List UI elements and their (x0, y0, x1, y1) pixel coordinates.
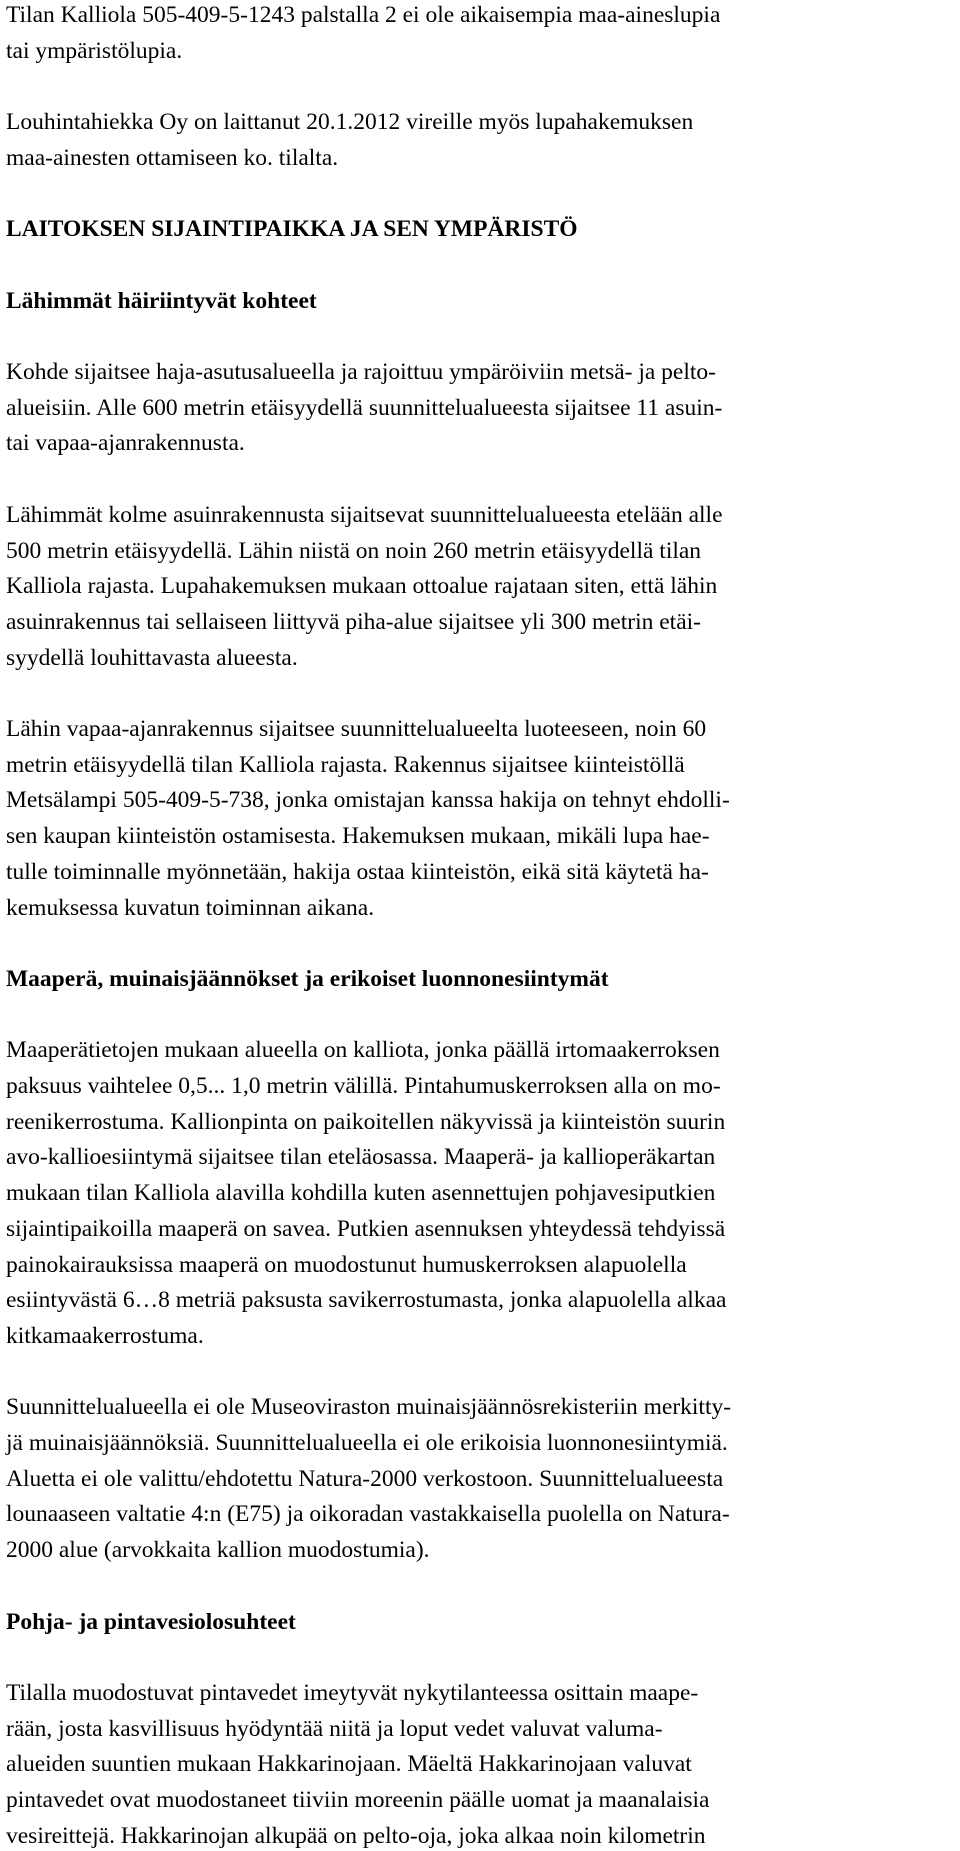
text-line: rään, josta kasvillisuus hyödyntää niitä ja loput vedet valuvat valuma- (6, 1715, 663, 1742)
text-line: sijaintipaikoilla maaperä on savea. Putkien asennuksen yhteydessä tehdyissä (6, 1215, 726, 1242)
text-line: metrin etäisyydellä tilan Kalliola rajasta. Rakennus sijaitsee kiinteistöllä (6, 751, 685, 778)
text-line: maa-ainesten ottamiseen ko. tilalta. (6, 144, 339, 171)
text-line: 500 metrin etäisyydellä. Lähin niistä on noin 260 metrin etäisyydellä tilan (6, 537, 702, 564)
text-line: vesireittejä. Hakkarinojan alkupää on pelto-oja, joka alkaa noin kilometrin (6, 1822, 706, 1849)
text-line: avo-kallioesiintymä sijaitsee tilan eteläosassa. Maaperä- ja kallioperäkartan (6, 1144, 716, 1171)
text-line: tai vapaa-ajanrakennusta. (6, 430, 245, 457)
text-line: 2000 alue (arvokkaita kallion muodostumia). (6, 1537, 430, 1564)
text-line: asuinrakennus tai sellaiseen liittyvä piha-alue sijaitsee yli 300 metrin etäi- (6, 608, 701, 635)
subsection-heading: Pohja- ja pintavesiolosuhteet (6, 1608, 296, 1635)
text-line: Metsälampi 505-409-5-738, jonka omistajan kanssa hakija on tehnyt ehdolli- (6, 787, 730, 814)
text-line: Maaperätietojen mukaan alueella on kalliota, jonka päällä irtomaakerroksen (6, 1037, 720, 1064)
text-line: Lähin vapaa-ajanrakennus sijaitsee suunnittelualueelta luoteeseen, noin 60 (6, 716, 707, 742)
text-line: tai ympäristölupia. (6, 37, 183, 64)
text-line: Tilalla muodostuvat pintavedet imeytyvät nykytilanteessa osittain maape- (6, 1679, 699, 1706)
text-line: tulle toiminnalle myönnetään, hakija ostaa kiinteistön, eikä sitä käytetä ha- (6, 858, 709, 885)
text-line: Tilan Kalliola 505-409-5-1243 palstalla 2 ei ole aikaisempia maa-aineslupia (6, 2, 721, 28)
text-line: Suunnittelualueella ei ole Museoviraston muinaisjäännösrekisteriin merkitty- (6, 1394, 732, 1421)
section-heading: LAITOKSEN SIJAINTIPAIKKA JA SEN YMPÄRISTÖ (6, 216, 578, 243)
text-line: Aluetta ei ole valittu/ehdotettu Natura-2000 verkostoon. Suunnittelualueesta (6, 1465, 724, 1492)
subsection-heading: Lähimmät häiriintyvät kohteet (6, 287, 317, 314)
text-line: pintavedet ovat muodostaneet tiiviin moreenin päälle uomat ja maanalaisia (6, 1787, 710, 1813)
subsection-heading: Maaperä, muinaisjäännökset ja erikoiset luonnonesiintymät (6, 965, 609, 992)
text-line: Kalliola rajasta. Lupahakemuksen mukaan ottoalue rajataan siten, että lähin (6, 573, 718, 600)
text-line: alueiden suuntien mukaan Hakkarinojaan. Mäeltä Hakkarinojaan valuvat (6, 1751, 692, 1778)
text-line: syydellä louhittavasta alueesta. (6, 644, 298, 671)
text-line: sen kaupan kiinteistön ostamisesta. Hakemuksen mukaan, mikäli lupa hae- (6, 823, 710, 850)
text-line: kemuksessa kuvatun toiminnan aikana. (6, 894, 375, 921)
text-line: jä muinaisjäännöksiä. Suunnittelualueella ei ole erikoisia luonnonesiintymiä. (6, 1430, 728, 1456)
text-line: Louhintahiekka Oy on laittanut 20.1.2012 vireille myös lupahakemuksen (6, 109, 694, 136)
text-line: reenikerrostuma. Kallionpinta on paikoitellen näkyvissä ja kiinteistön suurin (6, 1108, 726, 1135)
text-line: esiintyvästä 6…8 metriä paksusta savikerrostumasta, jonka alapuolella alkaa (6, 1287, 727, 1314)
text-line: kitkamaakerrostuma. (6, 1322, 204, 1349)
text-line: alueisiin. Alle 600 metrin etäisyydellä suunnittelualueesta sijaitsee 11 asuin- (6, 394, 723, 421)
text-line: Kohde sijaitsee haja-asutusalueella ja rajoittuu ympäröiviin metsä- ja pelto- (6, 359, 716, 385)
text-line: mukaan tilan Kalliola alavilla kohdilla kuten asennettujen pohjavesiputkien (6, 1180, 716, 1207)
text-line: lounaaseen valtatie 4:n (E75) ja oikoradan vastakkaisella puolella on Natura- (6, 1501, 730, 1528)
text-line: Lähimmät kolme asuinrakennusta sijaitsevat suunnittelualueesta etelään alle (6, 501, 723, 528)
text-line: paksuus vaihtelee 0,5... 1,0 metrin välillä. Pintahumuskerroksen alla on mo- (6, 1073, 721, 1099)
text-line: painokairauksissa maaperä on muodostunut humuskerroksen alapuolella (6, 1251, 687, 1278)
